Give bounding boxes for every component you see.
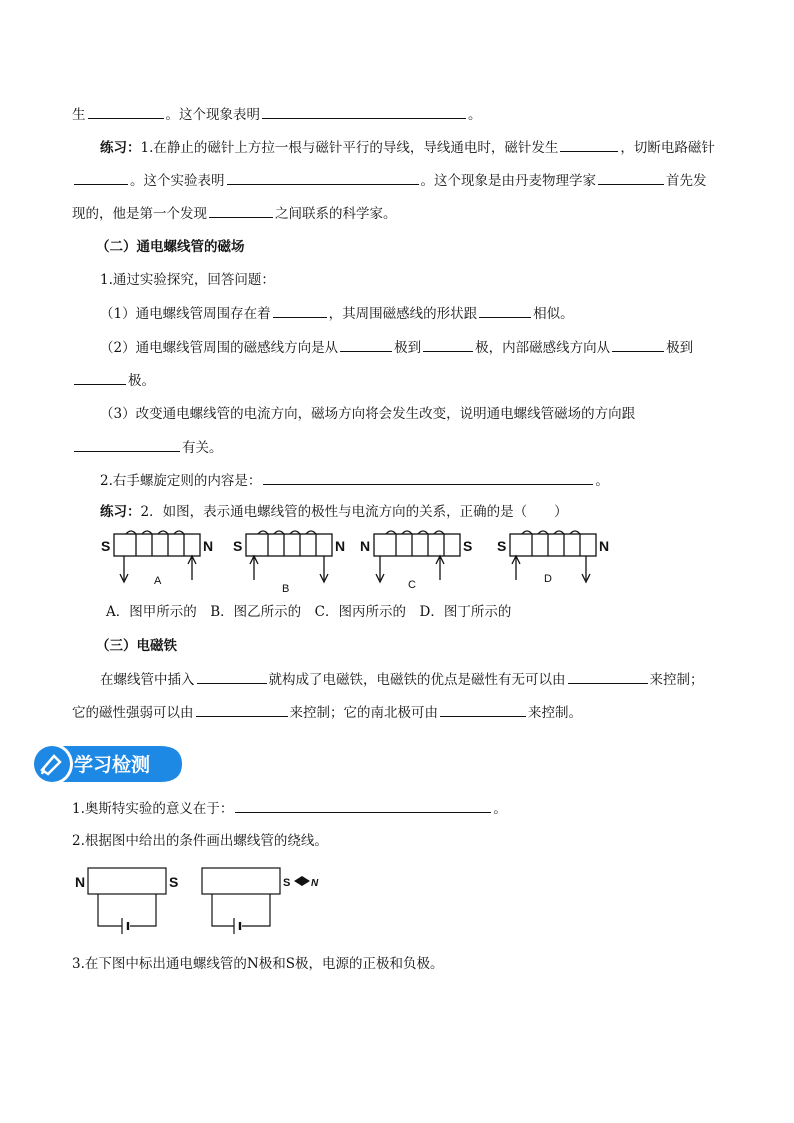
answer-blank[interactable] bbox=[479, 303, 531, 318]
answer-blank[interactable] bbox=[209, 203, 273, 218]
text: 就构成了电磁铁，电磁铁的优点是磁性有无可以由 bbox=[268, 672, 566, 688]
pole-label: S bbox=[463, 538, 473, 554]
answer-blank[interactable] bbox=[262, 104, 466, 119]
text-line bbox=[72, 702, 582, 723]
pole-label: N bbox=[360, 538, 371, 554]
text: （1）通电螺线管周围存在着 bbox=[100, 306, 271, 322]
answer-blank[interactable] bbox=[568, 669, 648, 684]
question-line: （3）改变通电螺线管的电流方向，磁场方向将会发生改变，说明通电螺线管磁场的方向跟 bbox=[100, 406, 636, 422]
exercise-label: 练习： bbox=[100, 504, 141, 520]
pole-label: N bbox=[203, 538, 214, 554]
pole-label: N bbox=[75, 874, 86, 890]
text: 2.右手螺旋定则的内容是： bbox=[100, 473, 262, 489]
answer-blank[interactable] bbox=[560, 137, 618, 152]
text: 1.在静止的磁针上方拉一根与磁针平行的导线，导线通电时，磁针发生 bbox=[140, 140, 559, 156]
text: 。这个现象表明 bbox=[165, 107, 260, 123]
compass-needle-icon bbox=[294, 876, 310, 886]
exercise-2 bbox=[100, 502, 568, 522]
text: 极。 bbox=[128, 373, 155, 389]
text-line bbox=[100, 669, 704, 690]
question-line bbox=[100, 337, 693, 358]
figure-tag: C bbox=[408, 579, 416, 591]
exercise-1-line3 bbox=[72, 203, 397, 224]
exercise-label: 练习： bbox=[100, 140, 141, 156]
question-line bbox=[100, 470, 609, 491]
text: 。这个现象是由丹麦物理学家 bbox=[420, 173, 596, 189]
pole-label: S bbox=[101, 538, 111, 554]
text: 首先发 bbox=[666, 173, 707, 189]
exercise-1-line1 bbox=[100, 137, 715, 158]
figure-tag: D bbox=[544, 573, 552, 585]
text: 来控制；它的南北极可由 bbox=[289, 705, 438, 721]
answer-blank[interactable] bbox=[612, 337, 664, 352]
exercise-1-line2 bbox=[72, 170, 707, 191]
figure-tag: A bbox=[154, 575, 162, 587]
text: 。 bbox=[468, 107, 482, 123]
answer-blank[interactable] bbox=[74, 170, 128, 185]
answer-blank[interactable] bbox=[88, 104, 164, 119]
text: （2）通电螺线管周围的磁感线方向是从 bbox=[100, 340, 339, 356]
pole-label: S bbox=[283, 877, 291, 889]
pole-label: S bbox=[169, 874, 179, 890]
text: 在螺线管中插入 bbox=[100, 672, 195, 688]
answer-blank[interactable] bbox=[235, 798, 491, 813]
question-line: 2.根据图中给出的条件画出螺线管的绕线。 bbox=[72, 833, 328, 849]
pole-label: N bbox=[335, 538, 346, 554]
pole-label: S bbox=[233, 538, 243, 554]
answer-blank[interactable] bbox=[273, 303, 327, 318]
question-line bbox=[100, 303, 574, 324]
text: 来控制。 bbox=[528, 705, 582, 721]
question-line bbox=[72, 370, 155, 391]
answer-options: A．图甲所示的 B．图乙所示的 C．图丙所示的 D．图丁所示的 bbox=[106, 604, 512, 620]
pole-label: S bbox=[497, 538, 507, 554]
text: 它的磁性强弱可以由 bbox=[72, 705, 194, 721]
text: 相似。 bbox=[533, 306, 574, 322]
text-line bbox=[72, 104, 482, 125]
text: 2．如图，表示通电螺线管的极性与电流方向的关系，正确的是（ ） bbox=[140, 504, 568, 520]
answer-blank[interactable] bbox=[423, 337, 473, 352]
text: 现的，他是第一个发现 bbox=[72, 206, 207, 222]
text: 极到 bbox=[394, 340, 422, 356]
text: 生 bbox=[72, 107, 86, 123]
figure-tag: B bbox=[282, 583, 290, 595]
answer-blank[interactable] bbox=[197, 669, 267, 684]
text: 之间联系的科学家。 bbox=[275, 206, 397, 222]
question-line: 3.在下图中标出通电螺线管的N极和S极，电源的正极和负极。 bbox=[72, 956, 444, 972]
answer-blank[interactable] bbox=[263, 470, 593, 485]
answer-blank[interactable] bbox=[74, 437, 180, 452]
text: 。 bbox=[493, 801, 507, 817]
text: ，切断电路磁针 bbox=[620, 140, 715, 156]
text: 1.奥斯特实验的意义在于： bbox=[72, 801, 234, 817]
text: 有关。 bbox=[182, 440, 223, 456]
question-line bbox=[72, 437, 223, 458]
question-text: 1.通过实验探究，回答问题： bbox=[100, 272, 275, 288]
text: 。 bbox=[595, 473, 609, 489]
answer-blank[interactable] bbox=[598, 170, 664, 185]
section-title: （三）电磁铁 bbox=[96, 638, 177, 654]
answer-blank[interactable] bbox=[74, 370, 126, 385]
section-banner bbox=[30, 742, 186, 786]
circuit-figure bbox=[74, 862, 334, 942]
text: 极到 bbox=[666, 340, 694, 356]
question-line bbox=[72, 798, 507, 819]
answer-blank[interactable] bbox=[196, 702, 288, 717]
text: 来控制； bbox=[649, 672, 704, 688]
answer-blank[interactable] bbox=[340, 337, 392, 352]
pole-label: N bbox=[599, 538, 610, 554]
text: ，其周围磁感线的形状跟 bbox=[328, 306, 478, 322]
answer-blank[interactable] bbox=[227, 170, 419, 185]
answer-blank[interactable] bbox=[440, 702, 526, 717]
banner-title: 学习检测 bbox=[74, 755, 151, 776]
text: 。这个实验表明 bbox=[130, 173, 225, 189]
section-title: （二）通电螺线管的磁场 bbox=[96, 239, 245, 255]
pole-label: N bbox=[311, 878, 319, 889]
text: 极，内部磁感线方向从 bbox=[475, 340, 611, 356]
solenoid-figure bbox=[96, 528, 636, 600]
